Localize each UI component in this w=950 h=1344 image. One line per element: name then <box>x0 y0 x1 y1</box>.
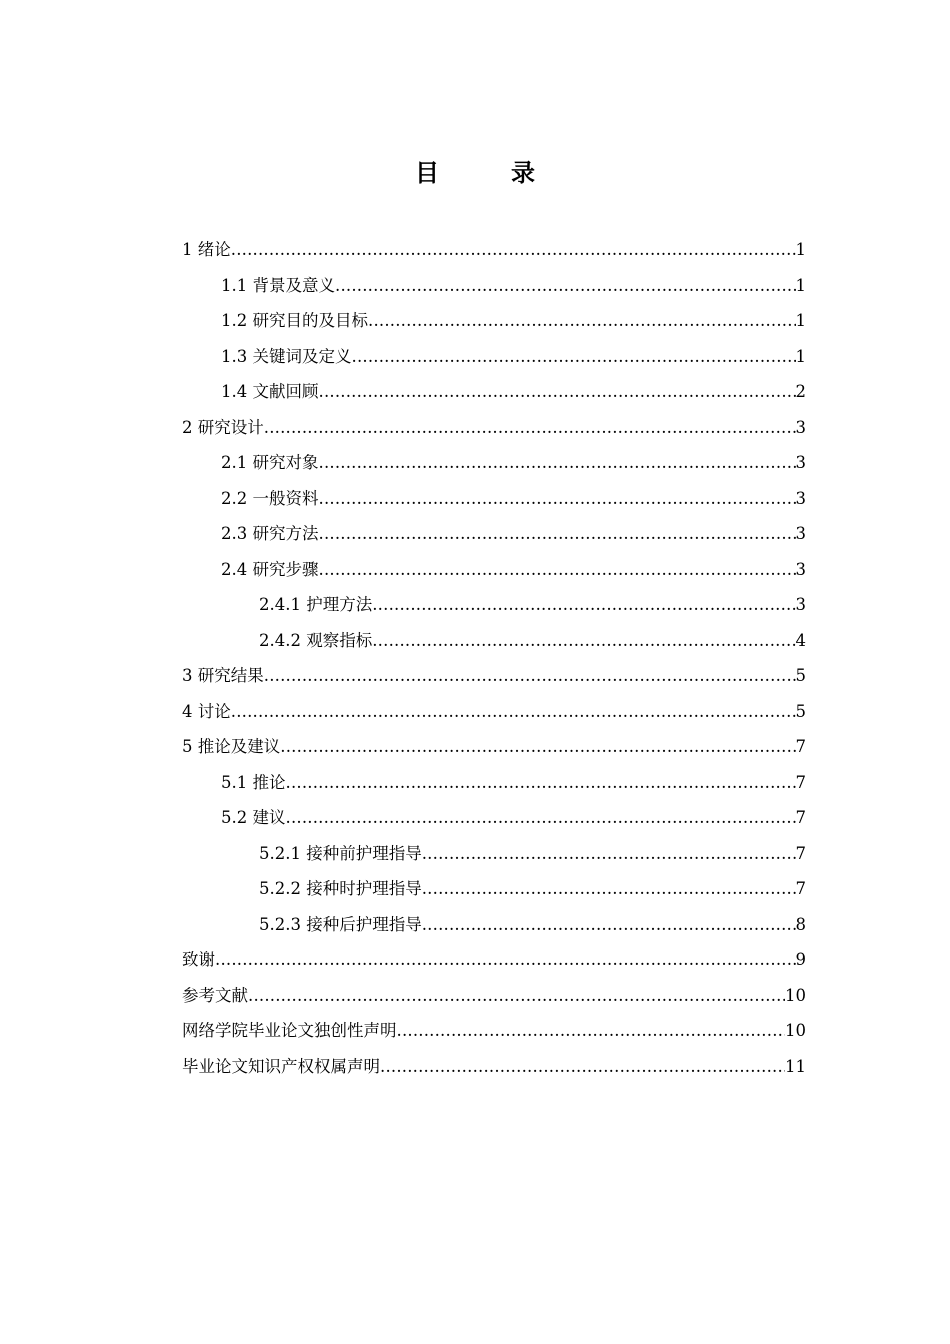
toc-entry-title: 5.2 建议 <box>221 808 286 827</box>
toc-entry[interactable] <box>182 374 806 410</box>
toc-entry[interactable] <box>182 303 806 339</box>
toc-entry[interactable] <box>182 729 806 765</box>
toc-page-number: 9 <box>795 950 806 969</box>
toc-list <box>182 232 806 1084</box>
toc-entry-title: 2.4.1 护理方法 <box>259 595 373 614</box>
toc-page-number: 7 <box>795 843 806 863</box>
toc-page-number: 7 <box>795 879 806 898</box>
toc-dot-leader <box>422 836 796 872</box>
toc-entry[interactable] <box>182 481 806 517</box>
toc-entry-title: 5.2.2 接种时护理指导 <box>259 879 422 898</box>
toc-entry[interactable] <box>182 978 806 1014</box>
toc-entry[interactable] <box>182 871 806 907</box>
toc-page-number: 1 <box>795 240 806 259</box>
toc-entry-title: 5.1 推论 <box>221 772 286 792</box>
toc-page-number: 3 <box>795 453 806 472</box>
toc-entry[interactable] <box>182 552 806 588</box>
toc-entry-title: 2.4.2 观察指标 <box>259 630 373 650</box>
toc-entry-title: 2.1 研究对象 <box>221 453 319 472</box>
toc-page-number: 1 <box>795 311 806 330</box>
toc-entry[interactable] <box>182 765 806 801</box>
toc-page-number: 1 <box>795 275 806 295</box>
toc-entry-title: 5.2.3 接种后护理指导 <box>259 914 422 934</box>
toc-page-number: 3 <box>795 417 806 437</box>
toc-entry[interactable] <box>182 410 806 446</box>
toc-entry[interactable] <box>182 516 806 552</box>
toc-page-number: 3 <box>795 524 806 543</box>
toc-dot-leader <box>352 339 796 375</box>
toc-entry-title: 2.2 一般资料 <box>221 488 319 508</box>
toc-entry-title: 2 研究设计 <box>182 417 264 437</box>
toc-dot-leader <box>335 268 796 304</box>
toc-entry[interactable] <box>182 694 806 730</box>
toc-dot-leader <box>372 587 795 623</box>
toc-dot-leader <box>422 871 796 907</box>
toc-entry-title: 1.3 关键词及定义 <box>221 346 352 366</box>
toc-entry-title: 1.1 背景及意义 <box>221 275 335 295</box>
toc-page-number: 10 <box>785 1021 806 1040</box>
toc-dot-leader <box>286 765 796 801</box>
toc-entry-title: 致谢 <box>182 950 215 969</box>
toc-dot-leader <box>422 907 796 943</box>
toc-entry-title: 1.4 文献回顾 <box>221 382 319 401</box>
toc-entry[interactable] <box>182 658 806 694</box>
toc-entry[interactable] <box>182 1013 806 1049</box>
toc-entry[interactable] <box>182 800 806 836</box>
toc-page-number: 5 <box>795 666 806 685</box>
toc-dot-leader <box>380 1049 785 1085</box>
toc-title: 目 录 <box>415 158 559 187</box>
toc-dot-leader <box>215 942 796 978</box>
toc-entry-title: 3 研究结果 <box>182 666 264 685</box>
toc-entry-title: 网络学院毕业论文独创性声明 <box>182 1021 397 1040</box>
toc-page-number: 11 <box>785 1056 806 1076</box>
toc-page-number: 4 <box>795 630 806 650</box>
toc-page-number: 2 <box>795 382 806 401</box>
toc-dot-leader <box>248 978 785 1014</box>
toc-entry-title: 2.4 研究步骤 <box>221 559 319 579</box>
toc-entry-title: 5.2.1 接种前护理指导 <box>259 843 422 863</box>
toc-page-number: 5 <box>795 701 806 721</box>
toc-page-number: 3 <box>795 595 806 614</box>
toc-entry[interactable] <box>182 907 806 943</box>
toc-dot-leader <box>397 1013 786 1049</box>
toc-dot-leader <box>319 481 796 517</box>
toc-dot-leader <box>231 694 796 730</box>
toc-entry[interactable] <box>182 836 806 872</box>
toc-entry-title: 1.2 研究目的及目标 <box>221 311 368 330</box>
toc-page-number: 3 <box>795 559 806 579</box>
toc-dot-leader <box>264 410 796 446</box>
toc-entry[interactable] <box>182 623 806 659</box>
toc-dot-leader <box>368 303 796 339</box>
toc-entry-title: 参考文献 <box>182 985 248 1005</box>
toc-entry[interactable] <box>182 942 806 978</box>
toc-entry[interactable] <box>182 587 806 623</box>
toc-entry-title: 4 讨论 <box>182 701 231 721</box>
toc-dot-leader <box>319 516 796 552</box>
toc-page-number: 1 <box>795 346 806 366</box>
toc-entry-title: 5 推论及建议 <box>182 737 281 756</box>
toc-page-number: 7 <box>795 737 806 756</box>
toc-entry[interactable] <box>182 339 806 375</box>
toc-page-number: 7 <box>795 772 806 792</box>
toc-page-number: 7 <box>795 808 806 827</box>
toc-page-number: 8 <box>795 914 806 934</box>
toc-entry[interactable] <box>182 268 806 304</box>
toc-dot-leader <box>286 800 796 836</box>
toc-page-number: 10 <box>785 985 806 1005</box>
toc-entry[interactable] <box>182 1049 806 1085</box>
toc-dot-leader <box>231 232 796 268</box>
toc-dot-leader <box>372 623 795 659</box>
toc-entry[interactable] <box>182 445 806 481</box>
toc-entry-title: 2.3 研究方法 <box>221 524 319 543</box>
toc-page-number: 3 <box>795 488 806 508</box>
toc-dot-leader <box>280 729 795 765</box>
toc-dot-leader <box>319 445 796 481</box>
toc-entry-title: 毕业论文知识产权权属声明 <box>182 1056 380 1076</box>
toc-entry-title: 1 绪论 <box>182 240 231 259</box>
toc-dot-leader <box>264 658 796 694</box>
toc-dot-leader <box>319 552 796 588</box>
toc-dot-leader <box>319 374 796 410</box>
toc-entry[interactable] <box>182 232 806 268</box>
